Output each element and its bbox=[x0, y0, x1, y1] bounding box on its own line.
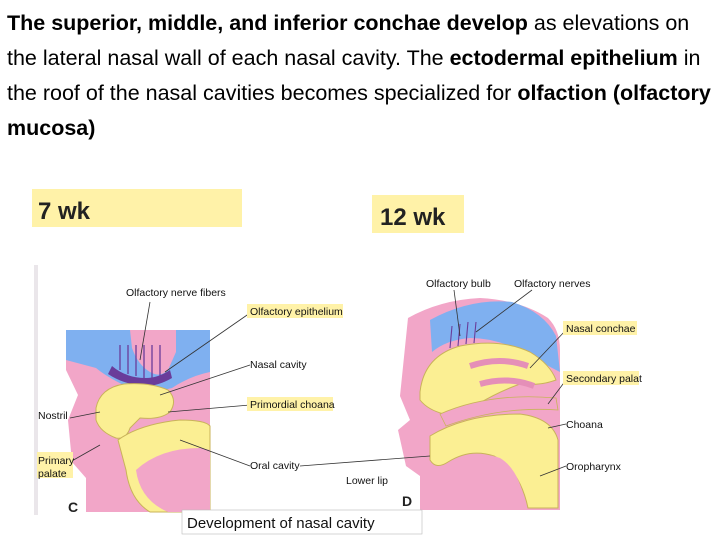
text-segment: in the roof of the nasal cavities becomes specialized for bbox=[7, 46, 701, 105]
figure-caption: Development of nasal cavity bbox=[187, 515, 375, 532]
text-segment: as elevations on the lateral nasal wall of each nasal cavity. The bbox=[7, 11, 690, 70]
term-olfaction: olfaction (olfactory mucosa) bbox=[7, 81, 711, 140]
age-tag: 7 wk bbox=[38, 198, 91, 225]
label-nasal-cavity: Nasal cavity bbox=[250, 359, 307, 371]
label-oropharynx: Oropharynx bbox=[566, 461, 621, 473]
label-nasal-conchae: Nasal conchae bbox=[566, 323, 636, 335]
label-choana: Choana bbox=[566, 419, 603, 431]
label-olfactory-nerves: Olfactory nerves bbox=[514, 278, 591, 290]
label-nostril: Nostril bbox=[38, 410, 68, 422]
label-palate: palate bbox=[38, 468, 67, 480]
label-olfactory-epithelium: Olfactory epithelium bbox=[250, 306, 343, 318]
panel-7wk bbox=[32, 189, 343, 515]
label-oral-cavity: Oral cavity bbox=[250, 460, 300, 472]
panel-letter-c: C bbox=[68, 499, 79, 515]
age-tag: 12 wk bbox=[380, 204, 446, 231]
label-primordial-choana: Primordial choana bbox=[250, 399, 335, 411]
panel-letter-d: D bbox=[402, 493, 413, 509]
label-primary: Primary bbox=[38, 455, 75, 467]
term-ectodermal-epithelium: ectodermal epithelium bbox=[449, 46, 678, 70]
label-olfactory-nerve-fibers: Olfactory nerve fibers bbox=[126, 287, 226, 299]
label-lower-lip: Lower lip bbox=[346, 475, 389, 487]
label-olfactory-bulb: Olfactory bulb bbox=[426, 278, 491, 290]
term-conchae: The superior, middle, and inferior conchae develop bbox=[7, 11, 528, 35]
label-secondary-palate: Secondary palat bbox=[566, 373, 642, 385]
panel-12wk bbox=[300, 195, 642, 510]
